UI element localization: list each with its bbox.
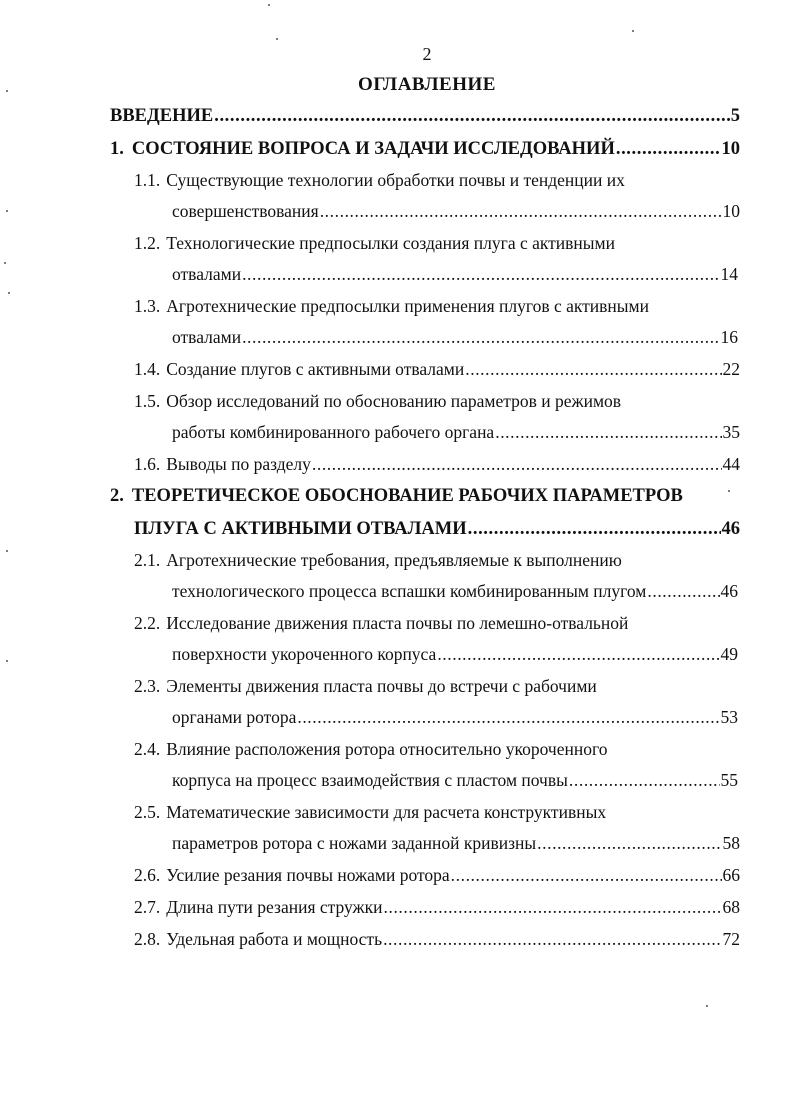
toc-entry-number: 1. (110, 139, 124, 159)
toc-entry-2-3-continuation[interactable] (172, 705, 738, 729)
dot-leader (451, 863, 722, 887)
toc-entry-title-continuation: корпуса на процесс взаимодействия с пластом почвы (172, 770, 568, 790)
toc-entry-chapter-2-continuation[interactable] (134, 517, 740, 541)
toc-entry-page: 44 (722, 454, 740, 474)
toc-entry-1-2-continuation[interactable] (172, 262, 738, 286)
page-number: 2 (422, 44, 432, 64)
dot-leader (468, 517, 721, 541)
scan-speck (8, 292, 10, 294)
toc-entry-1-4[interactable] (134, 357, 740, 381)
toc-entry-title: Агротехнические предпосылки применения плугов с активными (166, 296, 649, 316)
toc-entry-1-3-continuation[interactable] (172, 325, 738, 349)
dot-leader (312, 452, 722, 476)
scan-speck (6, 550, 8, 552)
toc-entry-number: 2.6. (134, 865, 161, 885)
toc-entry-chapter-1[interactable] (110, 137, 740, 161)
toc-entry-number: 2.3. (134, 676, 161, 696)
toc-entry-page: 10 (722, 201, 740, 221)
toc-entry-2-2[interactable] (134, 611, 734, 635)
scan-speck (632, 30, 634, 32)
scan-speck (268, 4, 270, 6)
toc-entry-title: Усилие резания почвы ножами ротора (166, 865, 450, 885)
toc-entry-number: 1.2. (134, 233, 161, 253)
toc-entry-title-continuation: работы комбинированного рабочего органа (172, 422, 495, 442)
toc-entry-title: Выводы по разделу (166, 454, 311, 474)
toc-entry-number: 2.1. (134, 550, 161, 570)
dot-leader (214, 104, 730, 128)
scan-speck (706, 1005, 708, 1007)
toc-entry-page: 46 (720, 581, 738, 601)
toc-entry-title: ВВЕДЕНИЕ (110, 106, 214, 126)
toc-entry-page: 10 (721, 139, 740, 159)
scan-speck (6, 660, 8, 662)
toc-entry-chapter-2[interactable] (110, 484, 740, 508)
toc-entry-title: Влияние расположения ротора относительно укороченного (166, 739, 608, 759)
toc-entry-title: Существующие технологии обработки почвы и тенденции их (166, 170, 625, 190)
toc-entry-title: Элементы движения пласта почвы до встречи с рабочими (166, 676, 597, 696)
toc-entry-number: 2.7. (134, 897, 161, 917)
toc-entry-1-5-continuation[interactable] (172, 420, 740, 444)
toc-entry-title-continuation: технологического процесса вспашки комбинированным плугом (172, 581, 647, 601)
toc-entry-title: Математические зависимости для расчета конструктивных (166, 802, 607, 822)
toc-entry-title: СОСТОЯНИЕ ВОПРОСА И ЗАДАЧИ ИССЛЕДОВАНИЙ (131, 139, 615, 159)
toc-entry-number: 2.2. (134, 613, 161, 633)
toc-entry-number: 1.3. (134, 296, 161, 316)
toc-entry-page: 22 (722, 359, 740, 379)
toc-entry-2-1-continuation[interactable] (172, 579, 738, 603)
toc-entry-2-5-continuation[interactable] (172, 831, 740, 855)
dot-leader (465, 357, 721, 381)
toc-title: ОГЛАВЛЕНИЕ (358, 74, 496, 95)
toc-entry-introduction[interactable] (110, 104, 740, 128)
toc-entry-1-3[interactable] (134, 294, 734, 318)
toc-entry-2-7[interactable] (134, 895, 740, 919)
toc-entry-title-continuation: параметров ротора с ножами заданной кривизны (172, 833, 537, 853)
dot-leader (297, 705, 719, 729)
toc-entry-page: 16 (720, 327, 738, 347)
toc-entry-title: ТЕОРЕТИЧЕСКОЕ ОБОСНОВАНИЕ РАБОЧИХ ПАРАМЕТРОВ (131, 486, 683, 506)
toc-entry-1-1-continuation[interactable] (172, 199, 740, 223)
dot-leader (383, 927, 721, 951)
toc-entry-page: 68 (722, 897, 740, 917)
scan-speck (728, 490, 730, 492)
toc-entry-title-continuation: совершенствования (172, 201, 319, 221)
toc-entry-page: 14 (720, 264, 738, 284)
toc-entry-2-1[interactable] (134, 548, 734, 572)
toc-entry-title-continuation: поверхности укороченного корпуса (172, 644, 437, 664)
toc-entry-number: 1.4. (134, 359, 161, 379)
dot-leader (242, 325, 719, 349)
toc-entry-number: 2.8. (134, 929, 161, 949)
toc-entry-2-6[interactable] (134, 863, 740, 887)
dot-leader (495, 420, 721, 444)
toc-entry-number: 1.5. (134, 391, 161, 411)
toc-entry-page: 5 (730, 106, 740, 126)
toc-entry-title-continuation: отвалами (172, 327, 242, 347)
toc-entry-page: 55 (720, 770, 738, 790)
dot-leader (437, 642, 719, 666)
dot-leader (384, 895, 722, 919)
toc-entry-2-8[interactable] (134, 927, 740, 951)
scan-speck (4, 262, 6, 264)
toc-entry-2-4-continuation[interactable] (172, 768, 738, 792)
scan-speck (6, 210, 8, 212)
toc-entry-title-continuation: ПЛУГА С АКТИВНЫМИ ОТВАЛАМИ (134, 519, 467, 539)
toc-entry-page: 35 (722, 422, 740, 442)
toc-entry-2-2-continuation[interactable] (172, 642, 738, 666)
toc-entry-page: 72 (722, 929, 740, 949)
toc-entry-1-6[interactable] (134, 452, 740, 476)
toc-entry-page: 49 (720, 644, 738, 664)
toc-entry-2-3[interactable] (134, 674, 734, 698)
toc-entry-number: 1.1. (134, 170, 161, 190)
toc-entry-page: 53 (720, 707, 738, 727)
toc-entry-title-continuation: органами ротора (172, 707, 297, 727)
dot-leader (616, 137, 721, 161)
scan-speck (6, 90, 8, 92)
toc-entry-title: Удельная работа и мощность (166, 929, 383, 949)
toc-entry-1-2[interactable] (134, 231, 734, 255)
toc-entry-number: 2.4. (134, 739, 161, 759)
toc-entry-number: 2.5. (134, 802, 161, 822)
dot-leader (242, 262, 719, 286)
scan-speck (276, 38, 278, 40)
toc-entry-2-5[interactable] (134, 800, 734, 824)
toc-entry-title: Агротехнические требования, предъявляемые к выполнению (166, 550, 622, 570)
dot-leader (647, 579, 719, 603)
dot-leader (569, 768, 720, 792)
toc-entry-title: Длина пути резания стружки (166, 897, 383, 917)
toc-entry-title-continuation: отвалами (172, 264, 242, 284)
toc-entry-page: 58 (722, 833, 740, 853)
toc-entry-title: Обзор исследований по обоснованию параметров и режимов (166, 391, 622, 411)
dot-leader (320, 199, 722, 223)
dot-leader (537, 831, 721, 855)
toc-entry-1-5[interactable] (134, 389, 734, 413)
toc-entry-number: 2. (110, 486, 124, 506)
toc-entry-title: Исследование движения пласта почвы по лемешно-отвальной (166, 613, 629, 633)
toc-entry-page: 46 (721, 519, 740, 539)
toc-entry-title: Создание плугов с активными отвалами (166, 359, 465, 379)
toc-entry-2-4[interactable] (134, 737, 734, 761)
toc-entry-title: Технологические предпосылки создания плуга с активными (166, 233, 615, 253)
toc-entry-page: 66 (722, 865, 740, 885)
toc-entry-1-1[interactable] (134, 168, 734, 192)
toc-entry-number: 1.6. (134, 454, 161, 474)
